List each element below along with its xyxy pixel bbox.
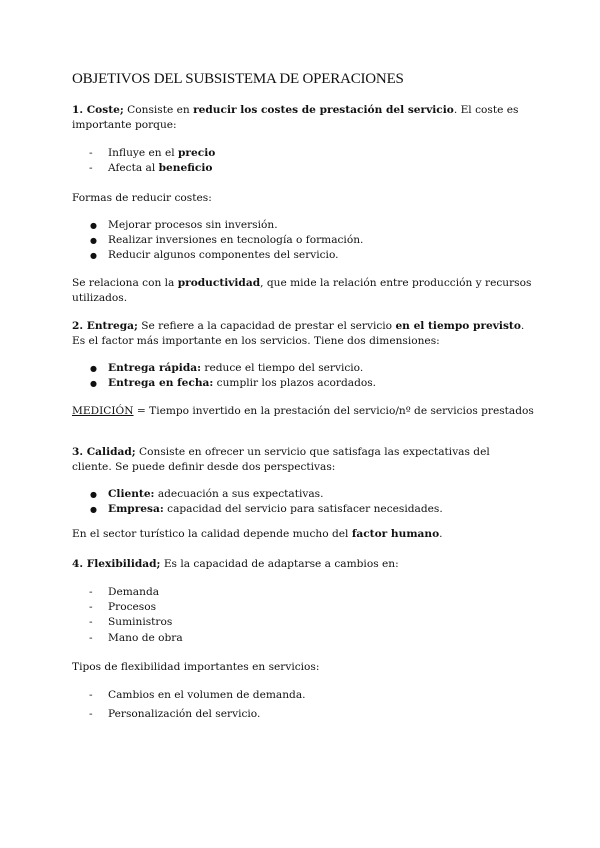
entrega-heading: 2. Entrega; — [72, 320, 138, 332]
dot-bullet: ● — [90, 379, 97, 388]
list-item: Cambios en el volumen de demanda. — [108, 689, 306, 701]
list-item: Empresa: capacidad del servicio para satisfacer necesidades. — [108, 503, 443, 515]
coste-paragraph: 1. Coste; Consiste en reducir los costes de prestación del servicio. El coste es importante porque: — [72, 104, 519, 131]
list-item: Demanda — [108, 586, 160, 598]
dash-bullet: - — [89, 689, 93, 701]
list-item: Personalización del servicio. — [108, 708, 261, 720]
dash-bullet: - — [89, 632, 93, 644]
list-item: Reducir algunos componentes del servicio. — [108, 249, 339, 261]
flexibilidad-paragraph: 4. Flexibilidad; Es la capacidad de adaptarse a cambios en: — [72, 558, 399, 570]
list-item: Procesos — [108, 601, 157, 613]
dot-bullet: ● — [90, 505, 97, 514]
forms-intro: Formas de reducir costes: — [72, 192, 212, 204]
list-item: Entrega en fecha: cumplir los plazos acordados. — [108, 377, 377, 389]
dash-bullet: - — [89, 162, 93, 174]
list-item: Entrega rápida: reduce el tiempo del servicio. — [108, 362, 364, 374]
dot-bullet: ● — [90, 236, 97, 245]
dash-bullet: - — [89, 586, 93, 598]
coste-heading: 1. Coste; — [72, 104, 124, 116]
list-item: Cliente: adecuación a sus expectativas. — [108, 488, 324, 500]
list-item: Mejorar procesos sin inversión. — [108, 219, 278, 231]
dot-bullet: ● — [90, 221, 97, 230]
sector-line: En el sector turístico la calidad depende mucho del factor humano. — [72, 528, 443, 540]
dot-bullet: ● — [90, 251, 97, 260]
flexibilidad-heading: 4. Flexibilidad; — [72, 558, 161, 570]
dash-bullet: - — [89, 708, 93, 720]
medicion-line: MEDICIÓN = Tiempo invertido en la prestación del servicio/nº de servicios prestados — [72, 405, 534, 417]
page-title: OBJETIVOS DEL SUBSISTEMA DE OPERACIONES — [72, 71, 404, 87]
list-item: Afecta al beneficio — [108, 162, 213, 174]
dot-bullet: ● — [90, 364, 97, 373]
dot-bullet: ● — [90, 490, 97, 499]
tipos-intro: Tipos de flexibilidad importantes en servicios: — [72, 661, 320, 673]
list-item: Realizar inversiones en tecnología o formación. — [108, 234, 364, 246]
productividad-paragraph: Se relaciona con la productividad, que mide la relación entre producción y recursos utilizados. — [72, 277, 532, 304]
list-item: Mano de obra — [108, 632, 183, 644]
list-item: Suministros — [108, 616, 173, 628]
calidad-heading: 3. Calidad; — [72, 446, 136, 458]
entrega-paragraph: 2. Entrega; Se refiere a la capacidad de prestar el servicio en el tiempo previsto. Es el factor más importante en los servicios. Tiene dos dimensiones: — [72, 320, 525, 347]
dash-bullet: - — [89, 601, 93, 613]
dash-bullet: - — [89, 616, 93, 628]
list-item: Influye en el precio — [108, 147, 216, 159]
medicion-label: MEDICIÓN — [72, 405, 134, 417]
calidad-paragraph: 3. Calidad; Consiste en ofrecer un servicio que satisfaga las expectativas del cliente. Se puede definir desde dos perspectivas: — [72, 446, 490, 473]
dash-bullet: - — [89, 147, 93, 159]
